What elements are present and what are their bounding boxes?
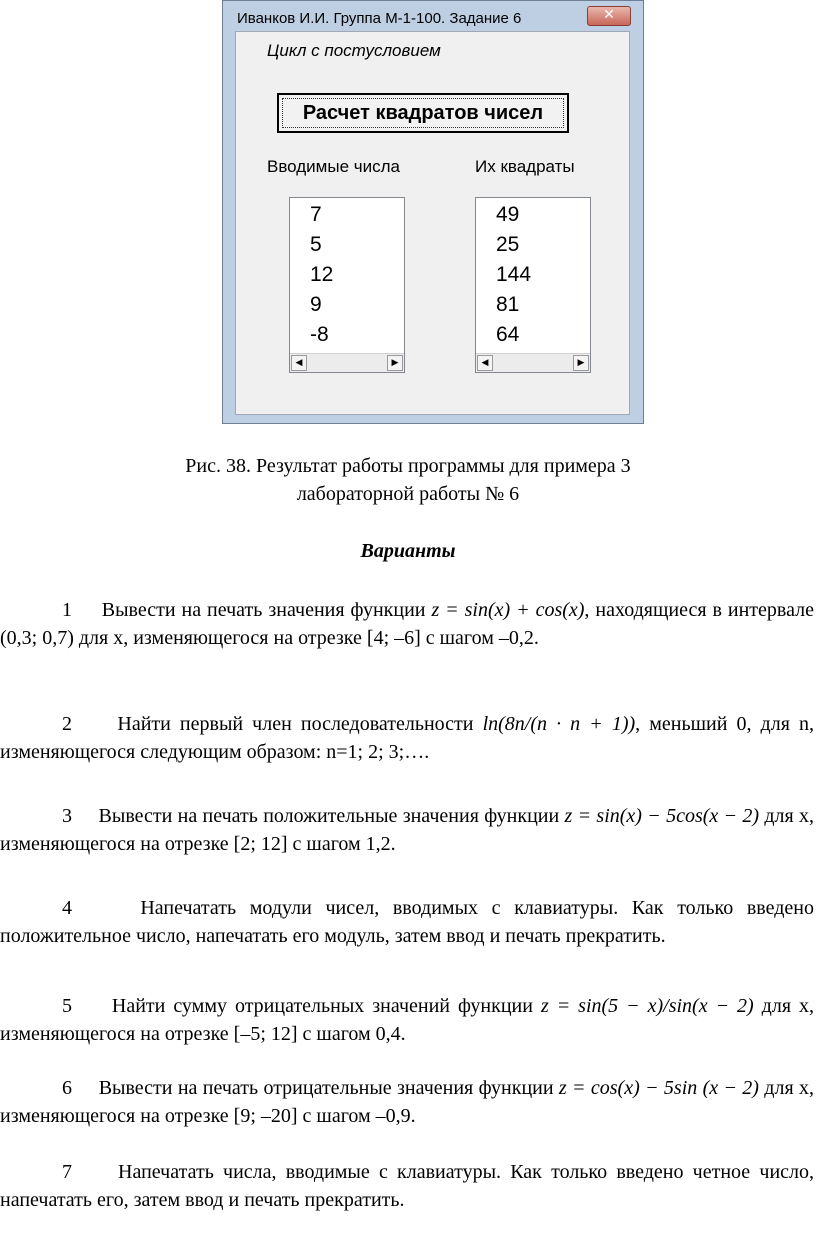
- variant-number: 7: [62, 1161, 72, 1183]
- variant-text: Вывести на печать значения функции: [101, 599, 426, 621]
- variant-number: 6: [62, 1077, 72, 1099]
- variant-text: Вывести на печать положительные значения функции: [98, 805, 560, 827]
- variant-text-after: для x, изменяющегося на отрезке [9; –20] с шагом –0,9.: [0, 1077, 815, 1127]
- variant-text: Вывести на печать отрицательные значения функции: [98, 1077, 554, 1099]
- caption-line-2: лабораторной работы № 6: [296, 483, 520, 505]
- list-item[interactable]: 64: [496, 323, 520, 346]
- variant-4: [0, 894, 816, 950]
- input-numbers-label: Вводимые числа: [267, 157, 400, 176]
- variant-text: Найти сумму отрицательных значений функции: [111, 995, 533, 1017]
- scroll-right-icon[interactable]: ▶: [387, 355, 403, 371]
- squares-listbox[interactable]: [475, 197, 591, 373]
- variant-number: 2: [62, 713, 72, 735]
- list-item[interactable]: 81: [496, 293, 520, 316]
- calculate-squares-button[interactable]: [277, 93, 569, 133]
- variant-text-after: для x, изменяющегося на отрезке [–5; 12] с шагом 0,4.: [0, 995, 815, 1045]
- variant-number: 3: [62, 805, 72, 827]
- variant-formula: ln(8n/(n · n + 1)): [482, 713, 636, 735]
- variant-2: [0, 710, 816, 766]
- variant-formula: z = sin(x) + cos(x): [431, 599, 585, 621]
- variant-6: [0, 1074, 816, 1130]
- input-numbers-listbox[interactable]: [289, 197, 405, 373]
- scroll-right-icon[interactable]: ▶: [573, 355, 589, 371]
- list-item[interactable]: 7: [310, 203, 322, 226]
- variant-text-after: , находящиеся в интервале (0,3; 0,7) для x, изменяющегося на отрезке [4; –6] с шагом –0,2.: [0, 599, 814, 649]
- list-item[interactable]: -8: [310, 323, 329, 346]
- list-item[interactable]: 5: [310, 233, 322, 256]
- variant-5: [0, 992, 816, 1048]
- variant-7: [0, 1158, 816, 1214]
- scroll-left-icon[interactable]: ◀: [477, 355, 493, 371]
- app-window: [222, 0, 644, 424]
- calculate-squares-button-label: Расчет квадратов чисел: [302, 101, 544, 124]
- window-title: Иванков И.И. Группа М-1-100. Задание 6: [237, 10, 522, 27]
- variant-text: Напечатать модули чисел, вводимых с клавиатуры. Как только введено положительное число, напечатать его модуль, затем ввод и печать прекратить.: [0, 897, 815, 947]
- variant-formula: z = cos(x) − 5sin (x − 2): [558, 1077, 759, 1099]
- list-item[interactable]: 9: [310, 293, 322, 316]
- title-bar: [229, 5, 637, 29]
- variant-formula: z = sin(5 − x)/sin(x − 2): [540, 995, 754, 1017]
- squares-label: Их квадраты: [475, 157, 575, 176]
- section-heading: Варианты: [360, 540, 456, 562]
- list-item[interactable]: 12: [310, 263, 334, 286]
- variant-text-after: для x, изменяющегося на отрезке [2; 12] с шагом 1,2.: [0, 805, 815, 855]
- variant-number: 4: [62, 897, 72, 919]
- loop-type-label: Цикл с постусловием: [267, 41, 441, 60]
- horizontal-scrollbar[interactable]: [476, 353, 590, 372]
- variant-1: [0, 596, 816, 652]
- list-item[interactable]: 49: [496, 203, 520, 226]
- variant-3: [0, 802, 816, 858]
- horizontal-scrollbar[interactable]: [290, 353, 404, 372]
- scroll-left-icon[interactable]: ◀: [291, 355, 307, 371]
- variant-formula: z = sin(x) − 5cos(x − 2): [564, 805, 760, 827]
- close-icon: ✕: [603, 7, 615, 23]
- focus-rectangle: [282, 98, 564, 128]
- list-item[interactable]: 144: [496, 263, 532, 286]
- variant-text: Найти первый член последовательности: [117, 713, 474, 735]
- variant-number: 1: [62, 599, 72, 621]
- caption-line-1: Рис. 38. Результат работы программы для примера 3: [185, 455, 631, 477]
- variant-number: 5: [62, 995, 72, 1017]
- figure-caption: [0, 452, 816, 508]
- variant-text: Напечатать числа, вводимые с клавиатуры. Как только введено четное число, напечатать его, затем ввод и печать прекратить.: [0, 1161, 815, 1211]
- close-button[interactable]: [587, 6, 631, 26]
- list-item[interactable]: 25: [496, 233, 520, 256]
- variant-text-after: , меньший 0, для n, изменяющегося следующим образом: n=1; 2; 3;….: [0, 713, 814, 763]
